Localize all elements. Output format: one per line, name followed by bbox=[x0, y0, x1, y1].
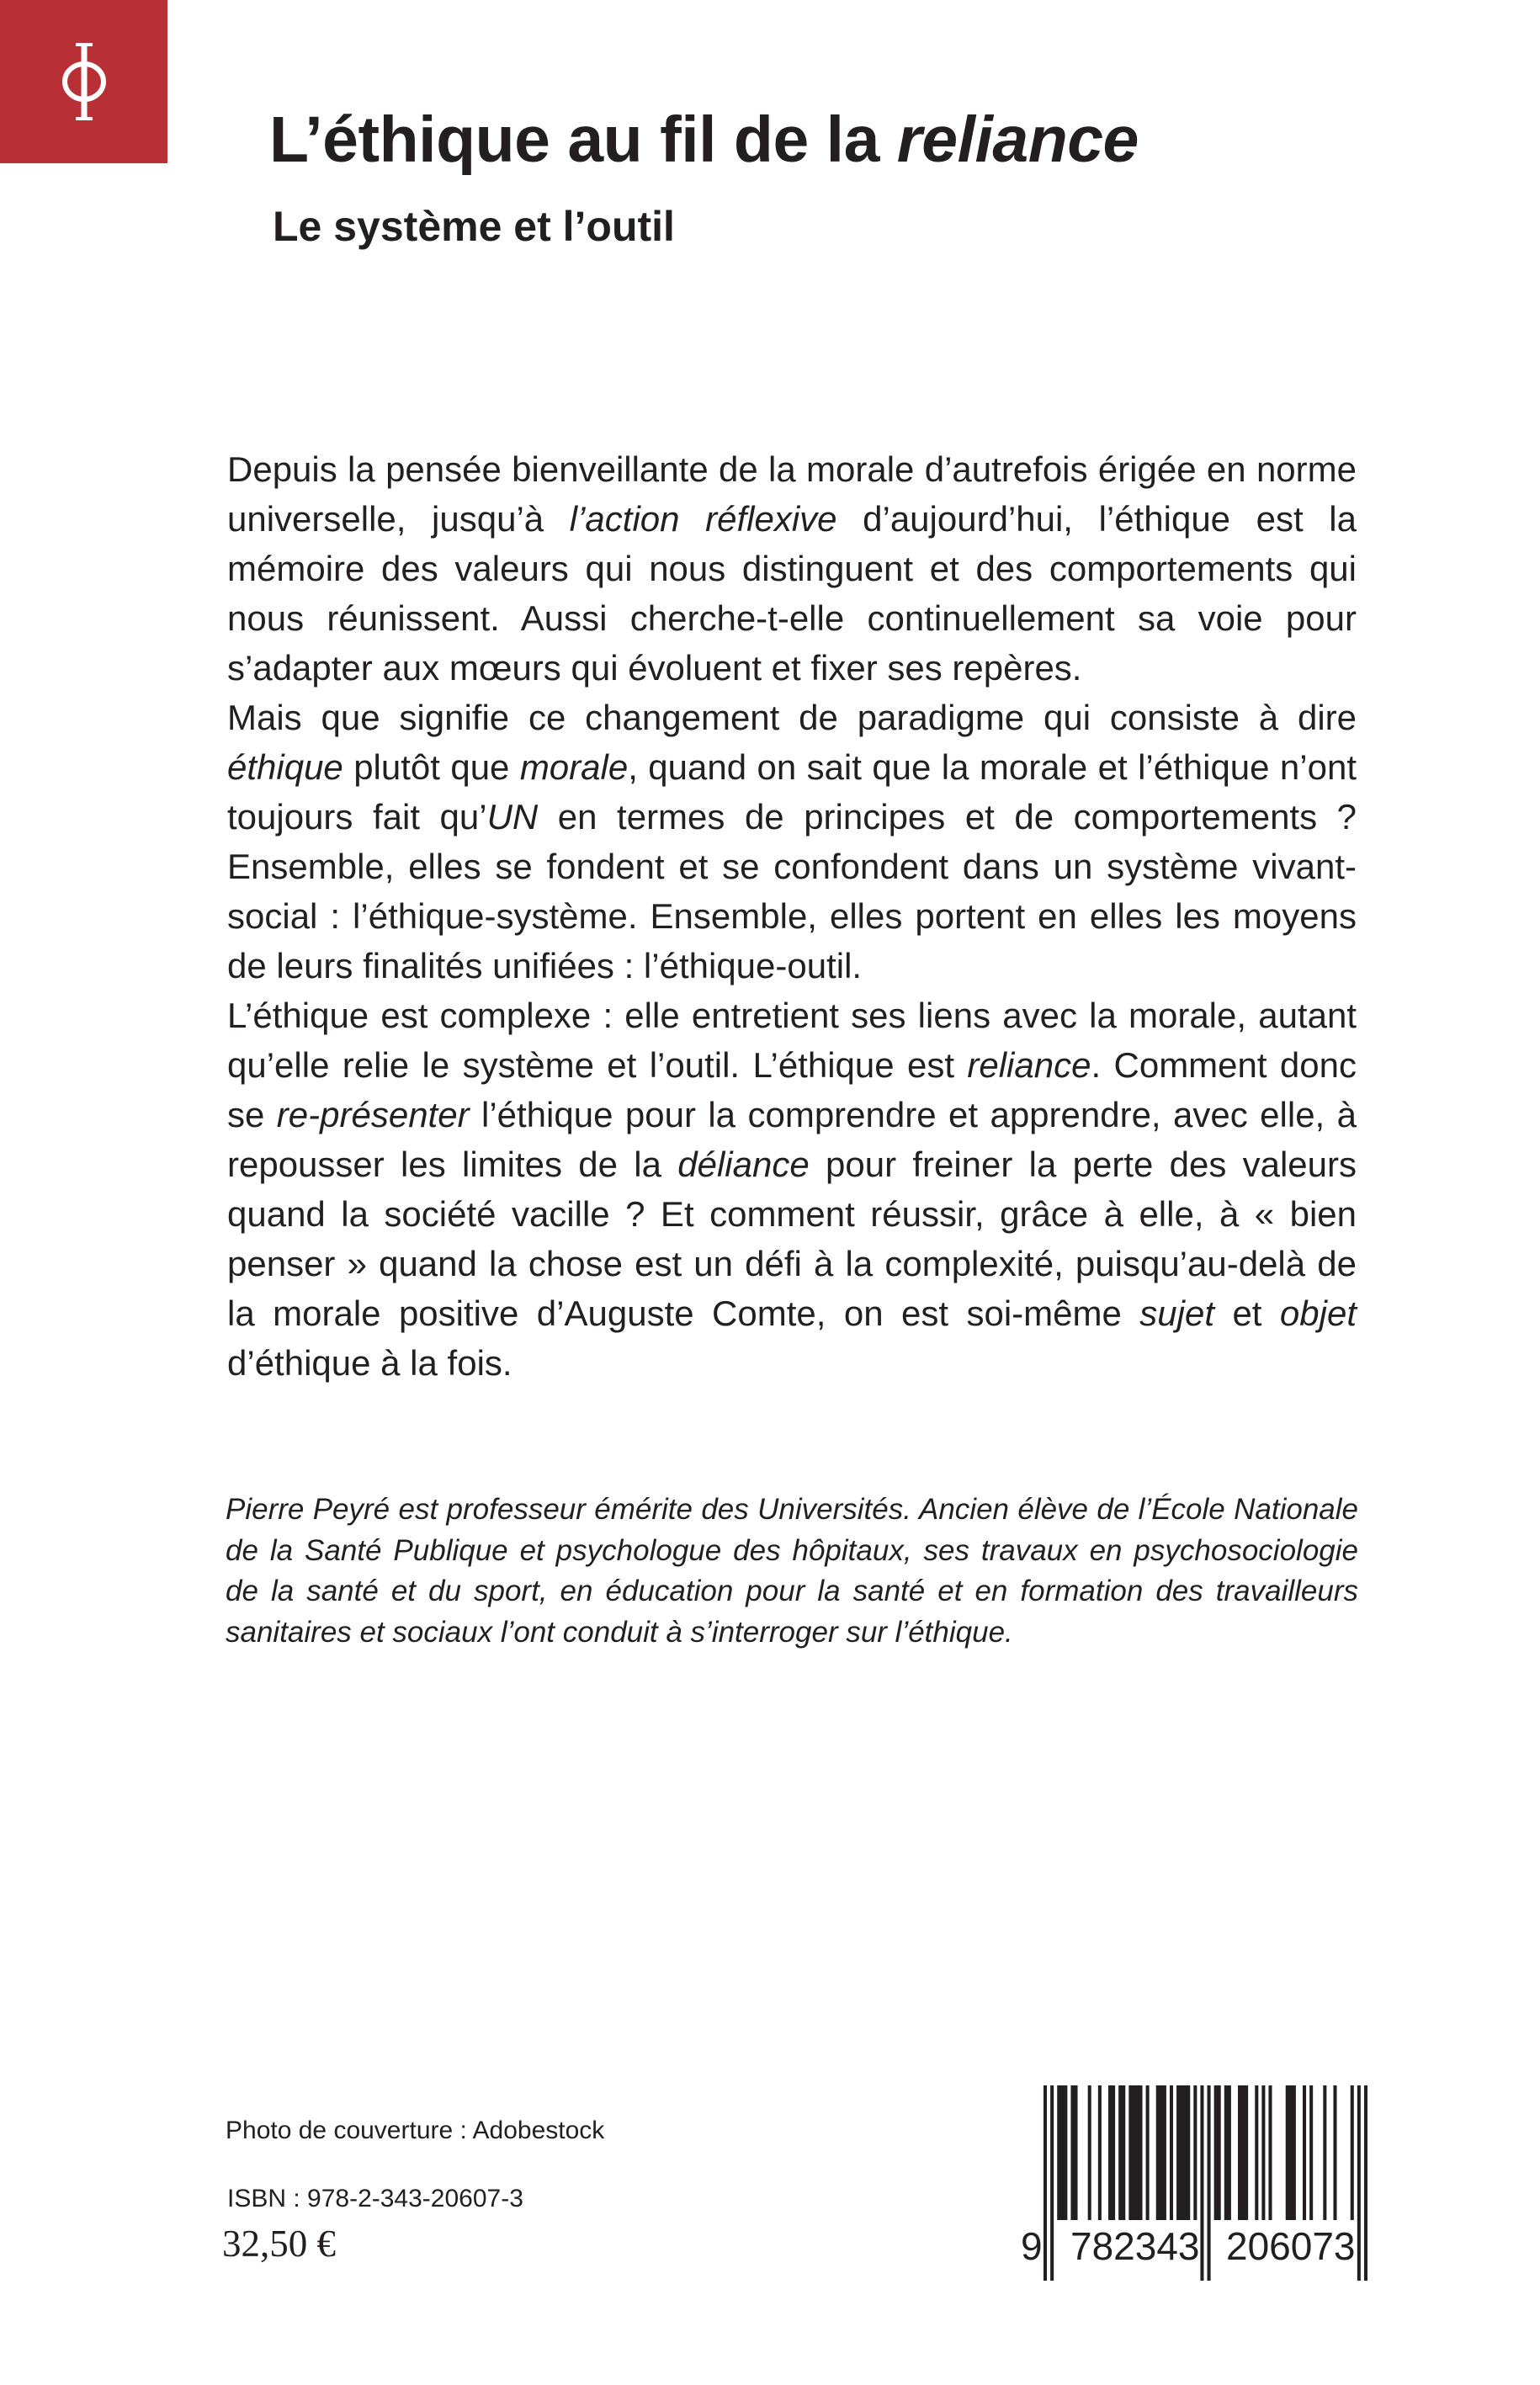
book-title bbox=[269, 103, 1139, 178]
barcode-bar bbox=[1176, 2085, 1190, 2220]
barcode-bar bbox=[1050, 2085, 1054, 2281]
barcode-bar bbox=[1333, 2085, 1336, 2220]
synopsis bbox=[227, 444, 1357, 1388]
barcode-bar bbox=[1208, 2085, 1211, 2281]
barcode-bar bbox=[1170, 2085, 1173, 2220]
barcode-bar bbox=[1156, 2085, 1166, 2220]
barcode-left-digits: 782343 bbox=[1070, 2224, 1200, 2268]
barcode-bar bbox=[1088, 2085, 1091, 2220]
barcode-bar bbox=[1323, 2085, 1326, 2220]
phi-logo-icon bbox=[0, 0, 167, 163]
barcode-bar bbox=[1098, 2085, 1102, 2220]
synopsis-paragraph: L’éthique est complexe : elle entretient ses liens avec la morale, autant qu’elle relie le système et l’outil. L’éthique est reliance. Comment donc se re-présenter l’éthique pour la comprendre et apprendre, avec elle, à repousser les limites de la déliance pour freiner la perte des valeurs quand la société vacille ? Et comment réussir, grâce à elle, à « bien penser » quand la chose est un défi à la complexité, puisqu’au-delà de la morale positive d’Auguste Comte, on est soi-même sujet et objet d’éthique à la fois. bbox=[227, 996, 1357, 1383]
barcode-bar bbox=[1357, 2085, 1361, 2281]
barcode-bar bbox=[1261, 2085, 1265, 2220]
barcode-bar bbox=[1309, 2085, 1313, 2220]
barcode-bar bbox=[1108, 2085, 1115, 2220]
barcode-bar bbox=[1146, 2085, 1150, 2220]
title-text: L’éthique au fil de la bbox=[269, 104, 897, 176]
author-bio-text: est professeur émérite des Universités. Ancien élève de l’École Nationale de la Santé Publique et psychologue des hôpitaux, ses travaux en psychosociologie de la santé et du sport, en éducation pour la santé et en formation des travailleurs sanitaires et sociaux l’ont conduit à s’interroger sur l’éthique. bbox=[226, 1493, 1358, 1649]
barcode-bar bbox=[1286, 2085, 1296, 2220]
publisher-logo bbox=[0, 0, 167, 163]
price: 32,50 € bbox=[222, 2223, 336, 2265]
barcode-bar bbox=[1193, 2085, 1197, 2220]
barcode-lead-digit: 9 bbox=[1021, 2224, 1043, 2268]
barcode-bar bbox=[1268, 2085, 1272, 2220]
barcode-bar bbox=[1043, 2085, 1047, 2281]
photo-credit: Photo de couverture : Adobestock bbox=[226, 2117, 605, 2144]
barcode-bar bbox=[1351, 2085, 1354, 2220]
book-subtitle: Le système et l’outil bbox=[273, 203, 675, 250]
barcode-bar bbox=[1057, 2085, 1067, 2220]
barcode-bar bbox=[1238, 2085, 1248, 2220]
synopsis-paragraph: Depuis la pensée bienveillante de la morale d’autrefois érigée en norme universelle, jusqu’à l’action réflexive d’aujourd’hui, l’éthique est la mémoire des valeurs qui nous distinguent et des comportements qui nous réunissent. Aussi cherche-t-elle continuellement sa voie pour s’adapter aux mœurs qui évoluent et fixer ses repères. bbox=[227, 449, 1357, 688]
barcode-bar bbox=[1303, 2085, 1306, 2220]
barcode-bar bbox=[1214, 2085, 1221, 2220]
isbn: ISBN : 978-2-343-20607-3 bbox=[227, 2185, 523, 2212]
barcode-bar bbox=[1200, 2085, 1203, 2281]
barcode-bar bbox=[1118, 2085, 1125, 2220]
author-name: Pierre Peyré bbox=[226, 1493, 390, 1526]
title-emphasis: reliance bbox=[896, 104, 1139, 176]
barcode-right-digits: 206073 bbox=[1226, 2224, 1356, 2268]
barcode-bar bbox=[1070, 2085, 1077, 2220]
barcode-bar bbox=[1255, 2085, 1258, 2220]
author-bio bbox=[226, 1490, 1358, 1653]
barcode-bar bbox=[1224, 2085, 1231, 2220]
barcode-bar bbox=[1128, 2085, 1142, 2220]
barcode-bar bbox=[1364, 2085, 1367, 2281]
synopsis-paragraph: Mais que signifie ce changement de paradigme qui consiste à dire éthique plutôt que morale, quand on sait que la morale et l’éthique n’ont toujours fait qu’UN en termes de principes et de comportements ? Ensemble, elles se fondent et se confondent dans un système vivant-social : l’éthique-système. Ensemble, elles portent en elles les moyens de leurs finalités unifiées : l’éthique-outil. bbox=[227, 698, 1357, 985]
